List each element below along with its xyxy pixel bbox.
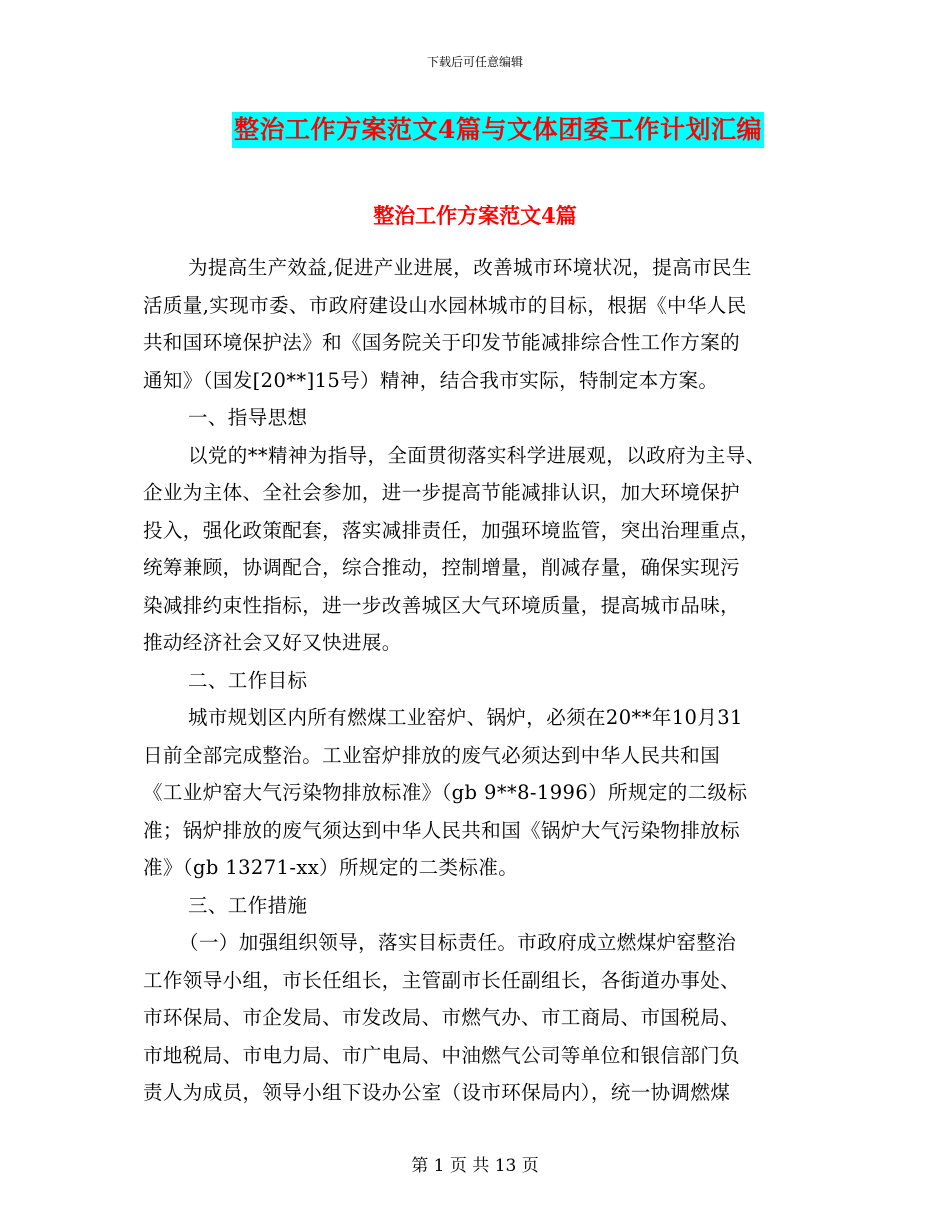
section-heading: 一、指导思想: [188, 406, 308, 429]
document-body: [143, 249, 811, 1112]
body-line: 市地税局、市电力局、市广电局、中油燃气公司等单位和银信部门负: [143, 1043, 741, 1067]
section-heading: 二、工作目标: [188, 668, 308, 692]
body-line: 日前全部完成整治。工业窑炉排放的废气必须达到中华人民共和国: [143, 743, 721, 767]
body-line: （一）加强组织领导，落实目标责任。市政府成立燃煤炉窑整治: [179, 931, 737, 954]
body-line: 工作领导小组，市长任组长，主管副市长任副组长，各街道办事处、: [143, 968, 741, 992]
body-line: 通知》（国发[20**]15号）精神，结合我市实际，特制定本方案。: [143, 368, 719, 392]
body-line: 以党的**精神为指导，全面贯彻落实科学进展观，以政府为主导、: [188, 443, 766, 467]
section-heading: 三、工作措施: [188, 893, 308, 917]
body-line: 活质量,实现市委、市政府建设山水园林城市的目标，根据《中华人民: [143, 293, 747, 317]
body-line: 《工业炉窑大气污染物排放标准》（gb 9**8-1996）所规定的二级标: [143, 781, 748, 804]
body-line: 共和国环境保护法》和《国务院关于印发节能减排综合性工作方案的: [143, 331, 741, 354]
body-line: 为提高生产效益,促进产业进展，改善城市环境状况，提高市民生: [188, 256, 752, 279]
body-line: 准；锅炉排放的废气须达到中华人民共和国《锅炉大气污染物排放标: [143, 818, 741, 842]
body-line: 染减排约束性指标，进一步改善城区大气环境质量，提高城市品味，: [143, 593, 741, 617]
body-line: 责人为成员，领导小组下设办公室（设市环保局内），统一协调燃煤: [143, 1081, 731, 1104]
header-note: 下载后可任意编辑: [426, 55, 523, 69]
body-line: 市环保局、市企发局、市发改局、市燃气办、市工商局、市国税局、: [143, 1006, 741, 1029]
title-container: [0, 112, 950, 148]
body-line: 企业为主体、全社会参加，进一步提高节能减排认识，加大环境保护: [143, 481, 741, 504]
page-footer: 第 1 页 共 13 页: [411, 1156, 539, 1176]
body-line: 城市规划区内所有燃煤工业窑炉、锅炉，必须在20**年10月31: [188, 706, 743, 729]
body-line: 投入，强化政策配套，落实减排责任，加强环境监管，突出治理重点，: [143, 518, 760, 542]
document-title: 整治工作方案范文4篇与文体团委工作计划汇编: [232, 112, 764, 148]
body-line: 推动经济社会又好又快进展。: [143, 631, 402, 654]
body-line: 准》（gb 13271-xx）所规定的二类标准。: [143, 856, 519, 879]
section-title: 整治工作方案范文4篇: [373, 203, 577, 228]
body-line: 统筹兼顾，协调配合，综合推动，控制增量，削减存量，确保实现污: [143, 556, 741, 579]
